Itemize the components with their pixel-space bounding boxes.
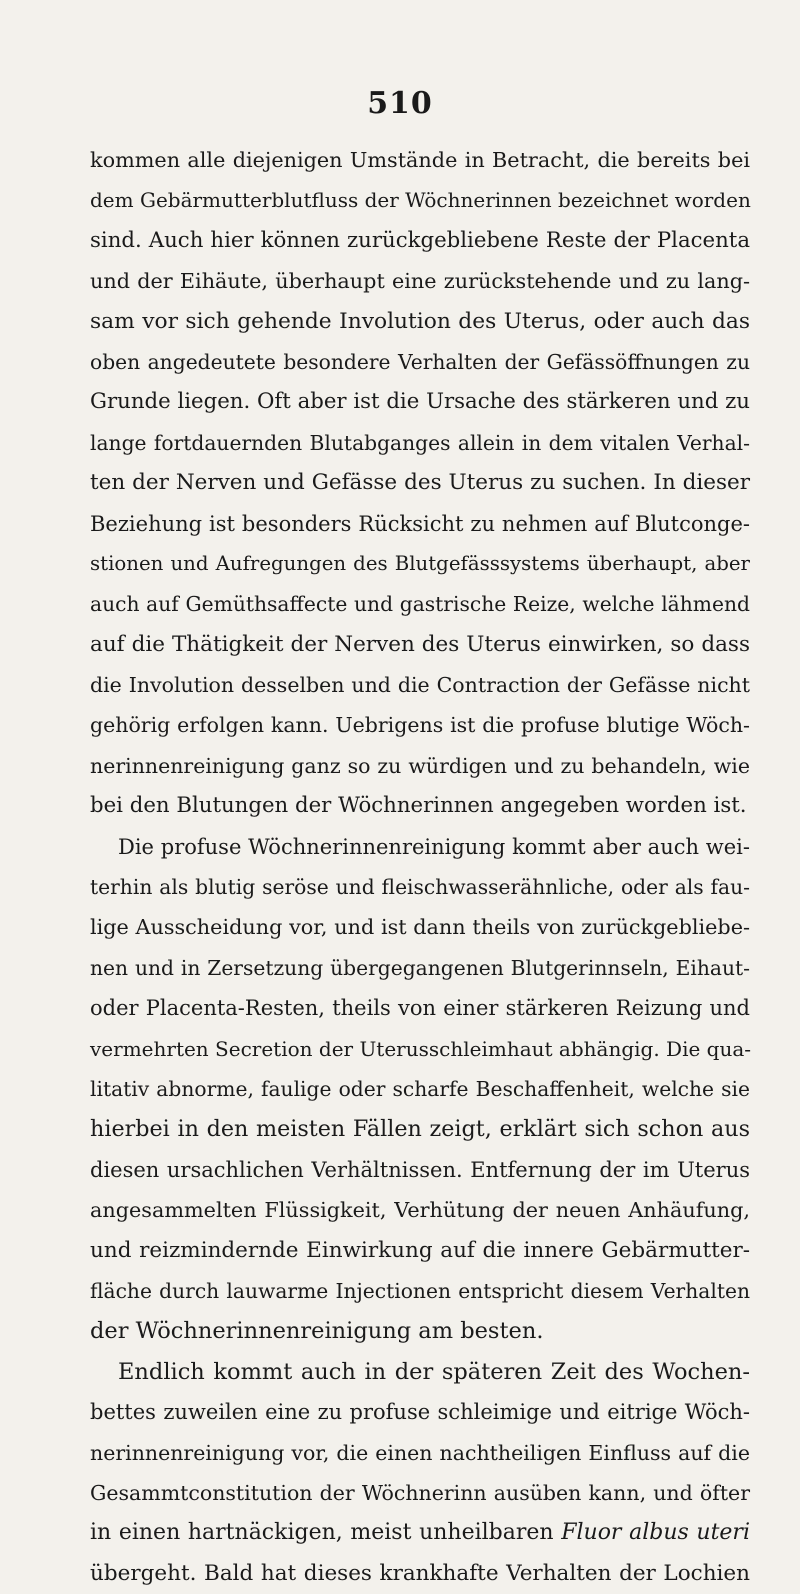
text-line — [90, 1231, 750, 1271]
line-text: Gesammtconstitution der Wöchnerinn ausüben kann, und öfter — [90, 1480, 750, 1505]
line-text: stionen und Aufregungen des Blutgefässsystems überhaupt, aber — [90, 551, 750, 575]
line-text: bei den Blutungen der Wöchnerinnen angegeben worden ist. — [90, 793, 747, 819]
text-line — [90, 504, 750, 544]
line-text: Endlich kommt auch in der späteren Zeit des Wochen- — [118, 1358, 750, 1385]
text-line — [90, 705, 750, 745]
text-line — [90, 423, 750, 463]
line-text: dem Gebärmutterblutfluss der Wöchnerinnen bezeichnet worden — [90, 188, 751, 213]
text-line — [90, 1109, 750, 1149]
text-line — [90, 867, 750, 907]
line-text: nerinnenreinigung vor, die einen nachtheiligen Einfluss auf die — [90, 1440, 750, 1465]
line-text: die Involution desselben und die Contraction der Gefässe nicht — [90, 673, 750, 698]
line-text: auch auf Gemüthsaffecte und gastrische Reize, welche lähmend — [90, 592, 750, 617]
text-line — [90, 948, 750, 988]
line-text: bettes zuweilen eine zu profuse schleimige und eitrige Wöch- — [90, 1400, 750, 1425]
text-line — [90, 1433, 750, 1473]
text-line — [90, 342, 750, 382]
line-text: nen und in Zersetzung übergegangenen Blutgerinnseln, Eihaut- — [90, 955, 750, 980]
text-line — [90, 625, 750, 665]
line-text: vermehrten Secretion der Uterusschleimhaut abhängig. Die qua- — [90, 1036, 752, 1061]
text-line — [90, 1473, 750, 1513]
line-text: litativ abnorme, faulige oder scharfe Beschaffenheit, welche sie — [90, 1076, 750, 1101]
line-text: und der Eihäute, überhaupt eine zurückstehende und zu lang- — [90, 269, 750, 294]
text-line — [90, 180, 750, 220]
text-line — [90, 786, 750, 826]
line-text: sam vor sich gehende Involution des Uterus, oder auch das — [90, 308, 750, 334]
text-line — [90, 382, 750, 422]
line-text: fläche durch lauwarme Injectionen entspricht diesem Verhalten — [90, 1278, 750, 1303]
text-line — [90, 140, 750, 180]
line-text: hierbei in den meisten Fällen zeigt, erklärt sich schon aus — [90, 1116, 750, 1143]
text-line — [90, 261, 750, 301]
line-text: oben angedeutete besondere Verhalten der Gefässöffnungen zu — [90, 349, 750, 374]
text-line — [90, 907, 750, 947]
text-line — [90, 746, 750, 786]
text-line — [90, 1554, 750, 1594]
line-text: diesen ursachlichen Verhältnissen. Entfernung der im Uterus — [90, 1157, 750, 1182]
text-line — [90, 665, 750, 705]
line-text: terhin als blutig seröse und fleischwasserähnliche, oder als fau- — [90, 875, 750, 900]
line-text: auf die Thätigkeit der Nerven des Uterus einwirken, so dass — [90, 631, 750, 657]
text-line — [90, 1029, 750, 1069]
line-text: lange fortdauernden Blutabganges allein in dem vitalen Verhal- — [90, 430, 750, 455]
text-line — [90, 827, 750, 867]
line-text: in einen hartnäckigen, meist unheilbaren — [90, 1520, 554, 1546]
line-text: Grunde liegen. Oft aber ist die Ursache des stärkeren und zu — [90, 389, 750, 415]
page-number: 510 — [367, 86, 433, 121]
text-line — [90, 1069, 750, 1109]
line-text: der Wöchnerinnenreinigung am besten. — [90, 1318, 544, 1345]
line-text: oder Placenta-Resten, theils von einer stärkeren Reizung und — [90, 996, 750, 1021]
text-line — [90, 544, 750, 584]
text-line — [90, 221, 750, 261]
line-text: gehörig erfolgen kann. Uebrigens ist die profuse blutige Wöch- — [90, 713, 750, 738]
text-line — [90, 1311, 750, 1351]
line-text: Beziehung ist besonders Rücksicht zu nehmen auf Blutconge- — [90, 511, 750, 536]
text-line — [90, 584, 750, 624]
line-text: nerinnenreinigung ganz so zu würdigen und zu behandeln, wie — [90, 753, 750, 778]
text-line — [90, 1352, 750, 1392]
line-text: kommen alle diejenigen Umstände in Betracht, die bereits bei — [90, 148, 750, 172]
line-italic-text: Fluor albus uteri — [561, 1520, 750, 1546]
line-text: lige Ausscheidung vor, und ist dann theils von zurückgebliebe- — [90, 915, 750, 940]
line-text: und reizmindernde Einwirkung auf die innere Gebärmutter- — [90, 1237, 750, 1263]
line-text: ten der Nerven und Gefässe des Uterus zu suchen. In dieser — [90, 470, 750, 496]
text-line — [90, 1392, 750, 1432]
text-line — [90, 1150, 750, 1190]
text-line — [90, 988, 750, 1028]
body-text — [90, 140, 750, 1594]
text-line — [90, 1190, 750, 1230]
line-text: Die profuse Wöchnerinnenreinigung kommt aber auch wei- — [118, 834, 750, 859]
text-line — [90, 302, 750, 342]
text-line — [90, 1513, 750, 1553]
line-text: übergeht. Bald hat dieses krankhafte Verhalten der Lochien — [90, 1560, 750, 1586]
line-text: angesammelten Flüssigkeit, Verhütung der neuen Anhäufung, — [90, 1198, 750, 1223]
text-line — [90, 463, 750, 503]
text-line — [90, 1271, 750, 1311]
line-text: sind. Auch hier können zurückgebliebene Reste der Placenta — [90, 227, 750, 253]
